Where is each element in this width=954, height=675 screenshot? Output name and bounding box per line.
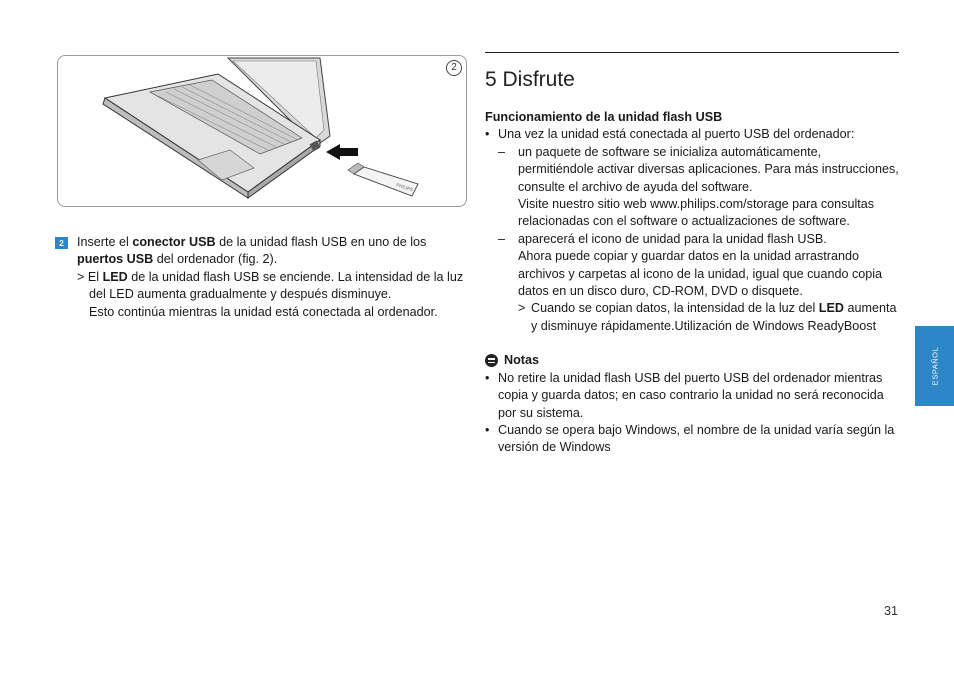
- note-text: Cuando se opera bajo Windows, el nombre de la unidad varía según la versión de Windows: [498, 422, 895, 455]
- dash-marker: –: [498, 231, 506, 246]
- bullet-text: Una vez la unidad está conectada al puerto USB del ordenador:: [498, 127, 855, 142]
- laptop-usb-illustration: [58, 56, 466, 206]
- step-text: [77, 234, 465, 269]
- note-item: [485, 370, 900, 422]
- language-tab: [915, 326, 954, 406]
- step-2: [55, 234, 465, 321]
- dash-text: aparecerá el icono de unidad para la unidad flash USB.: [518, 231, 827, 246]
- step-result: [77, 269, 465, 321]
- figure-laptop-usb: [57, 55, 467, 207]
- dash-text-continuation: Ahora puede copiar y guardar datos en la unidad arrastrando archivos y carpetas al icono de la unidad, igual que cuando copia datos en un disco duro, CD-ROM, DVD o disquete.: [518, 249, 883, 299]
- step-result-continuation: Esto continúa mientras la unidad está conectada al ordenador.: [89, 304, 438, 319]
- note-text: No retire la unidad flash USB del puerto USB del ordenador mientras copia y guarda datos; en caso contrario la unidad no será reconocida por su sistema.: [498, 370, 884, 420]
- section-title: 5 Disfrute: [485, 68, 575, 91]
- result-item: [485, 300, 900, 335]
- result-marker: >: [77, 269, 85, 284]
- notes-heading: [485, 352, 900, 369]
- notes-heading-text: Notas: [504, 353, 539, 368]
- section-rule: [485, 52, 899, 53]
- result-text: Cuando se copian datos, la intensidad de la luz del: [531, 301, 819, 316]
- note-icon: [485, 354, 498, 367]
- language-tab-label: ESPAÑOL: [929, 346, 939, 386]
- dash-marker: –: [498, 144, 506, 159]
- bullet-marker: •: [485, 127, 490, 142]
- bullet-marker: •: [485, 370, 490, 385]
- dash-item: [485, 144, 900, 231]
- dash-text: un paquete de software se inicializa automáticamente, permitiéndole activar diversas aplicaciones. Para más instrucciones, consulte el archivo de ayuda del software.: [518, 144, 899, 194]
- section-body: [485, 109, 900, 457]
- result-marker: >: [518, 301, 526, 316]
- step-text-bold: puertos USB: [77, 252, 154, 267]
- dash-item: [485, 231, 900, 301]
- dash-text-continuation: Visite nuestro sitio web www.philips.com/storage para consultas relacionadas con el software o actualizaciones de software.: [518, 197, 875, 229]
- bullet-marker: •: [485, 422, 490, 437]
- subheading: Funcionamiento de la unidad flash USB: [485, 110, 723, 124]
- result-text: aumenta y disminuye rápidamente.Utilización de Windows ReadyBoost: [531, 301, 897, 333]
- step-text-bold: conector USB: [132, 235, 216, 249]
- note-item: [485, 422, 900, 457]
- step-text-bold: LED: [102, 269, 128, 284]
- step-text-part: de la unidad flash USB se enciende. La intensidad de la luz del LED aumenta gradualmente y después disminuye.: [89, 269, 464, 302]
- page-number: 31: [884, 604, 899, 618]
- usb-brand-label: PHILIPS: [395, 182, 414, 193]
- step-text-part: del ordenador (fig. 2).: [153, 252, 278, 267]
- bullet-item: [485, 126, 900, 143]
- step-text-part: Inserte el: [77, 235, 133, 249]
- figure-number: 2: [446, 60, 462, 76]
- step-text-part: de la unidad flash USB en uno de los: [215, 235, 427, 249]
- step-badge: 2: [55, 237, 68, 249]
- step-text-part: El: [84, 269, 103, 284]
- result-text-bold: LED: [818, 301, 844, 316]
